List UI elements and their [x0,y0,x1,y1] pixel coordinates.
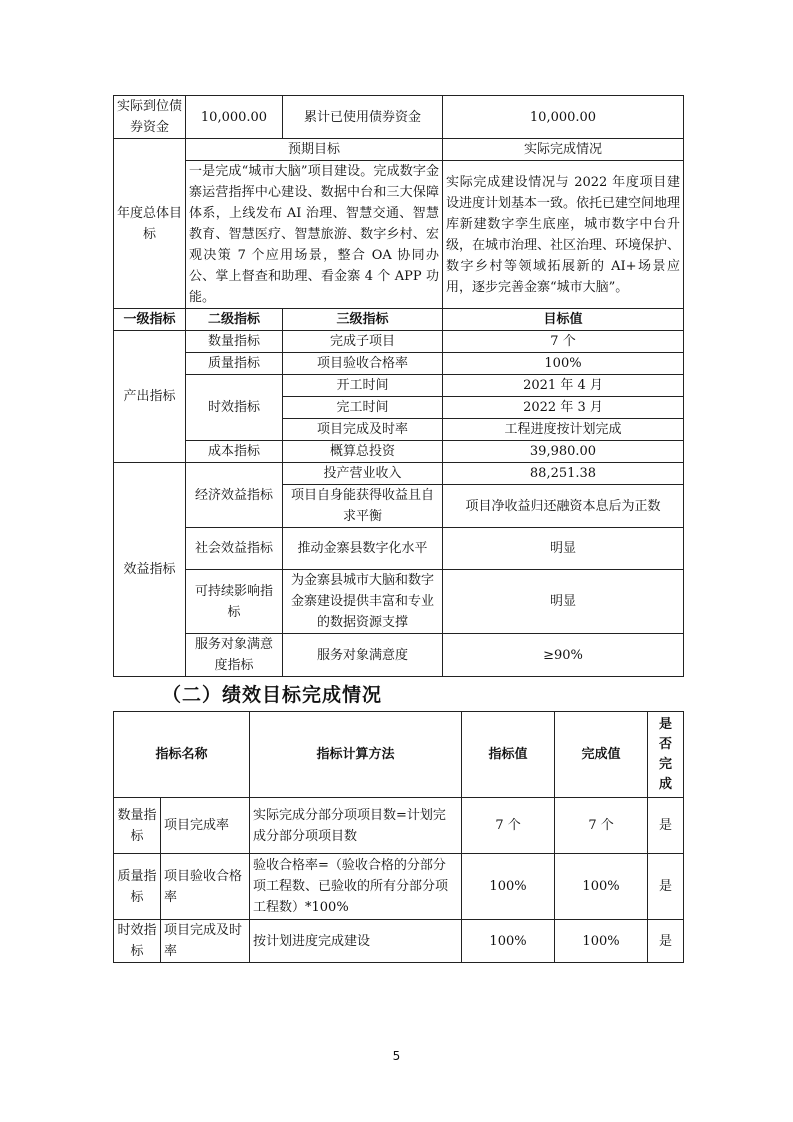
economic-l2: 经济效益指标 [186,463,283,528]
social-l2: 社会效益指标 [186,528,283,570]
quality-target: 100% [443,353,684,375]
row-method: 实际完成分部分项项目数=计划完成分部分项项目数 [250,798,462,854]
section-heading: （二）绩效目标完成情况 [162,684,383,706]
timeliness-l2: 时效指标 [186,375,283,441]
sustain-l2: 可持续影响指标 [186,570,283,634]
finish-target: 2022 年 3 月 [443,397,684,419]
expected-header: 预期目标 [186,139,443,161]
row-done: 7 个 [555,798,648,854]
row-complete: 是 [648,798,684,854]
row-category: 数量指标 [114,798,161,854]
quantity-target: 7 个 [443,331,684,353]
start-l3: 开工时间 [283,375,443,397]
row-value: 7 个 [462,798,555,854]
table-row [114,798,684,854]
row-value: 100% [462,854,555,920]
header-complete: 是否完成 [659,716,673,792]
ontime-l3: 项目完成及时率 [283,419,443,441]
header-target: 目标值 [443,309,684,331]
actual-header: 实际完成情况 [443,139,684,161]
sustain-target: 明显 [443,570,684,634]
performance-table [113,711,684,963]
row-done: 100% [555,920,648,963]
used-label: 累计已使用债券资金 [283,96,443,139]
selfbalance-target: 项目净收益归还融资本息后为正数 [443,485,684,528]
row-name: 项目完成率 [161,798,250,854]
start-target: 2021 年 4 月 [443,375,684,397]
funds-value: 10,000.00 [186,96,283,139]
ontime-target: 工程进度按计划完成 [443,419,684,441]
output-label: 产出指标 [114,331,186,463]
header-level3: 三级指标 [283,309,443,331]
table-row [114,920,684,963]
revenue-l3: 投产营业收入 [283,463,443,485]
quantity-l3: 完成子项目 [283,331,443,353]
row-complete: 是 [648,854,684,920]
row-method: 验收合格率=（验收合格的分部分项工程数、已验收的所有分部分项工程数）*100% [250,854,462,920]
benefit-label: 效益指标 [114,463,186,677]
cost-target: 39,980.00 [443,441,684,463]
quantity-l2: 数量指标 [186,331,283,353]
row-category: 时效指标 [114,920,161,963]
quality-l3: 项目验收合格率 [283,353,443,375]
social-target: 明显 [443,528,684,570]
social-l3: 推动金寨县数字化水平 [283,528,443,570]
header-done: 完成值 [555,712,648,798]
row-complete: 是 [648,920,684,963]
row-name: 项目完成及时率 [161,920,250,963]
row-method: 按计划进度完成建设 [250,920,462,963]
row-name: 项目验收合格率 [161,854,250,920]
satisfaction-l2: 服务对象满意度指标 [186,634,283,677]
funds-label: 实际到位债券资金 [114,96,186,139]
satisfaction-l3: 服务对象满意度 [283,634,443,677]
cost-l2: 成本指标 [186,441,283,463]
satisfaction-target: ≥90% [443,634,684,677]
expected-text: 一是完成“城市大脑”项目建设。完成数字金寨运营指挥中心建设、数据中台和三大保障体系，上线发布 AI 治理、智慧交通、智慧教育、智慧医疗、智慧旅游、数字乡村、宏观决策 7 个应用场景，整合 OA 协同办公、掌上督查和助理、看金寨 4 个 APP 功能。 [186,161,443,309]
annual-goal-label: 年度总体目标 [114,139,186,309]
table-row [114,854,684,920]
row-category: 质量指标 [114,854,161,920]
selfbalance-l3: 项目自身能获得收益且自求平衡 [283,485,443,528]
page-number: 5 [392,1049,401,1063]
header-value: 指标值 [462,712,555,798]
finish-l3: 完工时间 [283,397,443,419]
actual-text: 实际完成建设情况与 2022 年度项目建设进度计划基本一致。依托已建空间地理库新建数字孪生底座，城市数字中台升级，在城市治理、社区治理、环境保护、数字乡村等领域拓展新的 AI+场景应用，逐步完善金寨“城市大脑”。 [443,161,684,309]
cost-l3: 概算总投资 [283,441,443,463]
row-value: 100% [462,920,555,963]
header-method: 指标计算方法 [250,712,462,798]
header-level1: 一级指标 [114,309,186,331]
header-name: 指标名称 [114,712,250,798]
used-value: 10,000.00 [443,96,684,139]
project-info-table [113,95,684,677]
revenue-target: 88,251.38 [443,463,684,485]
row-done: 100% [555,854,648,920]
sustain-l3: 为金寨县城市大脑和数字金寨建设提供丰富和专业的数据资源支撑 [283,570,443,634]
header-level2: 二级指标 [186,309,283,331]
quality-l2: 质量指标 [186,353,283,375]
